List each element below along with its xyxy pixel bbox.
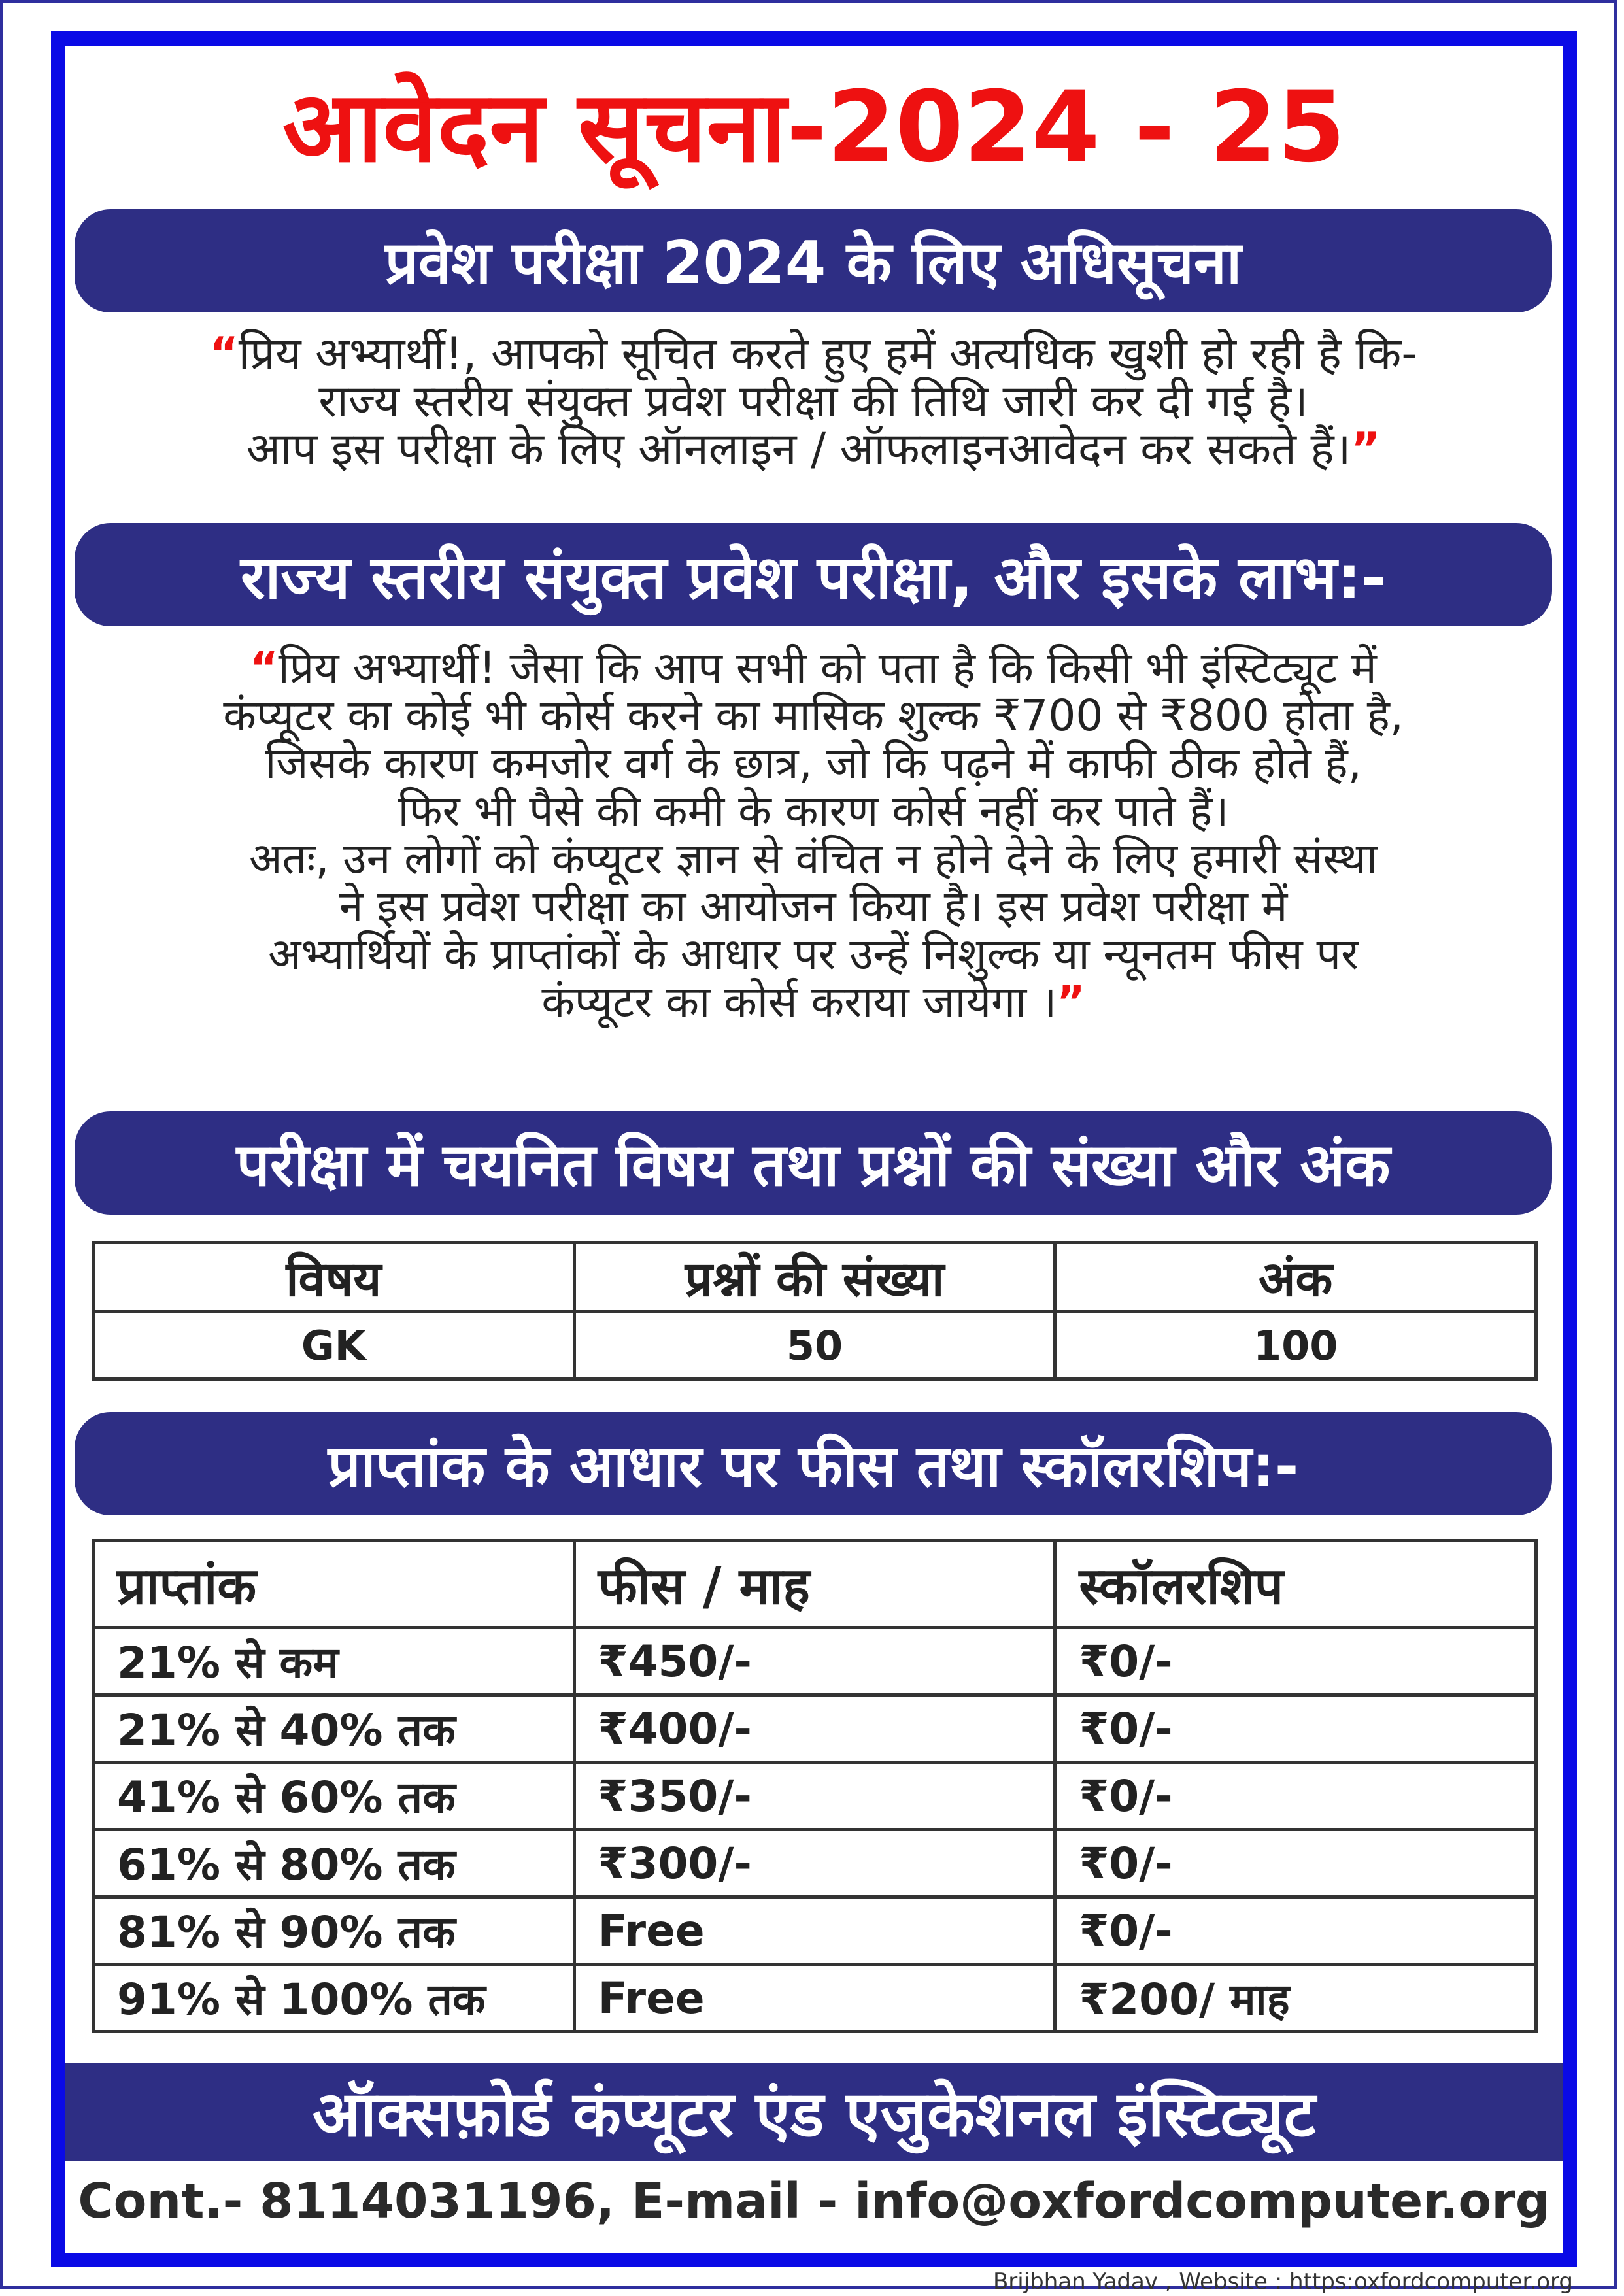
paragraph-text: कंप्यूटर का कोर्स कराया जायेगा । — [541, 977, 1057, 1027]
credit-line: Brijbhan Yadav , Website : https:oxfordcomputer.org — [992, 2269, 1573, 2295]
paragraph-text: प्रिय अभ्यार्थी!, आपको सूचित करते हुए हमें अत्यधिक खुशी हो रही है कि- — [238, 328, 1417, 380]
table-cell: ₹200/ माह — [1055, 1965, 1536, 2032]
close-quote: ” — [1057, 977, 1085, 1027]
section-banner-subjects — [75, 1111, 1552, 1215]
table-cell: 100 — [1055, 1312, 1536, 1379]
title-hindi: आवेदन सूचना- — [282, 71, 827, 184]
open-quote: “ — [250, 643, 279, 693]
section-banner-notification — [75, 209, 1552, 312]
paragraph-line — [75, 644, 1552, 692]
table-header-row — [93, 1541, 1536, 1628]
table-cell: ₹400/- — [574, 1695, 1055, 1763]
notification-paragraph — [75, 330, 1552, 473]
table-cell: 61% से 80% तक — [93, 1830, 575, 1897]
institute-name: ऑक्सफ़ोर्ड कंप्यूटर एंड एजुकेशनल इंस्टिट्यूट — [312, 2077, 1316, 2151]
table-cell: ₹350/- — [574, 1763, 1055, 1830]
title-year: 2024 - 25 — [826, 71, 1345, 184]
table-cell: ₹450/- — [574, 1628, 1055, 1695]
paragraph-line — [75, 426, 1552, 473]
contact-info: Cont.- 8114031196, E-mail - info@oxfordcomputer.org — [78, 2173, 1550, 2229]
paragraph-line — [75, 330, 1552, 378]
paragraph-line: अभ्यार्थियों के प्राप्तांकों के आधार पर उन्हें निशुल्क या न्यूनतम फीस पर — [267, 929, 1359, 979]
table-cell: Free — [574, 1897, 1055, 1965]
table-row — [93, 1763, 1536, 1830]
table-row — [93, 1695, 1536, 1763]
table-row — [93, 1965, 1536, 2032]
open-quote: “ — [209, 328, 239, 380]
close-quote: ” — [1351, 424, 1381, 475]
table-cell: 50 — [574, 1312, 1055, 1379]
paragraph-line: फिर भी पैसे की कमी के कारण कोर्स नहीं कर पाते हैं। — [398, 786, 1229, 836]
table-cell: 91% से 100% तक — [93, 1965, 575, 2032]
paragraph-line: अतः, उन लोगों को कंप्यूटर ज्ञान से वंचित न होने देने के लिए हमारी संस्था — [249, 834, 1378, 884]
paragraph-text: आप इस परीक्षा के लिए ऑनलाइन / ऑफलाइनआवेदन कर सकते हैं। — [246, 424, 1351, 475]
table-cell: ₹0/- — [1055, 1897, 1536, 1965]
table-header: प्राप्तांक — [93, 1541, 575, 1628]
table-header: फीस / माह — [574, 1541, 1055, 1628]
table-row — [93, 1628, 1536, 1695]
section1-heading: प्रवेश परीक्षा 2024 के लिए अधिसूचना — [384, 229, 1242, 297]
paragraph-line: राज्य स्तरीय संयुक्त प्रवेश परीक्षा की तिथि जारी कर दी गई है। — [318, 376, 1308, 428]
table-cell: ₹300/- — [574, 1830, 1055, 1897]
table-row — [93, 1830, 1536, 1897]
table-cell: Free — [574, 1965, 1055, 2032]
table-cell: ₹0/- — [1055, 1830, 1536, 1897]
benefits-paragraph — [75, 644, 1552, 1026]
section4-heading: प्राप्तांक के आधार पर फीस तथा स्कॉलरशिप:- — [328, 1432, 1299, 1500]
table-cell: 21% से 40% तक — [93, 1695, 575, 1763]
section3-heading: परीक्षा में चयनित विषय तथा प्रश्नों की संख्या और अंक — [236, 1131, 1391, 1200]
table-row — [93, 1897, 1536, 1965]
table-header: स्कॉलरशिप — [1055, 1541, 1536, 1628]
table-header: प्रश्नों की संख्या — [574, 1243, 1055, 1312]
table-cell: ₹0/- — [1055, 1628, 1536, 1695]
table-cell: 81% से 90% तक — [93, 1897, 575, 1965]
table-cell: GK — [93, 1312, 575, 1379]
table-cell: ₹0/- — [1055, 1763, 1536, 1830]
table-header-row — [93, 1243, 1536, 1312]
table-cell: 41% से 60% तक — [93, 1763, 575, 1830]
paragraph-text: प्रिय अभ्यार्थी! जैसा कि आप सभी को पता है कि किसी भी इंस्टिट्यूट में — [278, 643, 1377, 693]
section2-heading: राज्य स्तरीय संयुक्त प्रवेश परीक्षा, और इसके लाभ:- — [240, 542, 1387, 613]
section-banner-benefits — [75, 523, 1552, 626]
subject-table — [92, 1241, 1538, 1381]
institute-banner — [65, 2063, 1563, 2161]
paragraph-line: कंप्यूटर का कोई भी कोर्स करने का मासिक शुल्क ₹700 से ₹800 होता है, — [223, 690, 1404, 741]
table-header: अंक — [1055, 1243, 1536, 1312]
page-title — [65, 72, 1563, 183]
paragraph-line: ने इस प्रवेश परीक्षा का आयोजन किया है। इस प्रवेश परीक्षा में — [339, 881, 1288, 932]
fee-table — [92, 1539, 1538, 2033]
table-row — [93, 1312, 1536, 1379]
table-cell: 21% से कम — [93, 1628, 575, 1695]
table-cell: ₹0/- — [1055, 1695, 1536, 1763]
section-banner-fees — [75, 1412, 1552, 1515]
table-header: विषय — [93, 1243, 575, 1312]
paragraph-line — [75, 978, 1552, 1026]
paragraph-line: जिसके कारण कमजोर वर्ग के छात्र, जो कि पढ़ने में काफी ठीक होते हैं, — [265, 738, 1362, 788]
